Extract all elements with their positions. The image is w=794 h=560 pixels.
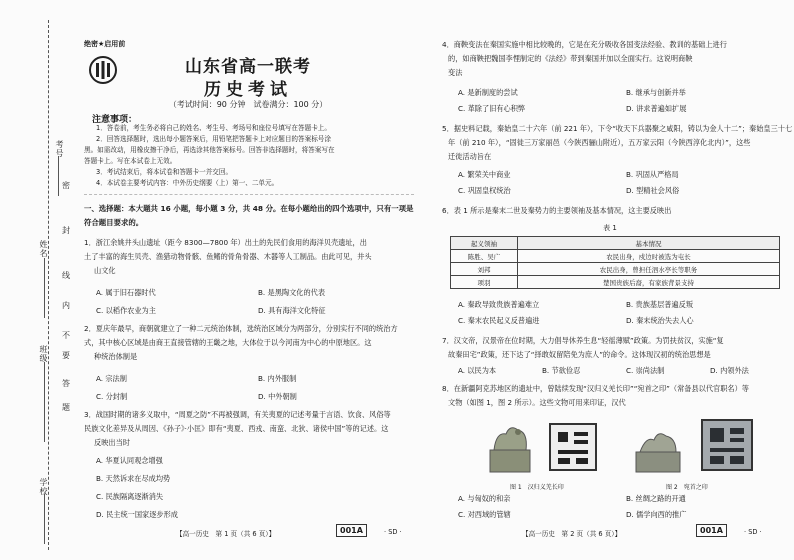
question-2-line: 式，其中核心区域是由商王直接管辖的王畿之地，大体位于以今河南为中心的中原地区。这 — [84, 338, 372, 347]
seal-char: 不 — [62, 331, 70, 340]
question-3-line: 反映出当时 — [94, 438, 130, 447]
footer-sd: · SD · — [384, 528, 402, 536]
question-3-line: 民族文化差异及从周因、《孙子》·小匡》即有“夷夏、西戎、南蛮、北狄、诸侯中国”等的记述。这 — [84, 424, 389, 433]
table-caption: 表 1 — [603, 224, 617, 232]
exam-subtitle: 历史考试 — [204, 80, 292, 100]
notice-item: 4．本试卷主要考试内容：中外历史纲要（上）第一、二单元。 — [96, 179, 279, 187]
figure-1-caption: 图 1 汉归义羌长印 — [510, 484, 564, 491]
question-8-line: 文物（如图 1，图 2 所示）。这些文物可用来印证，汉代 — [448, 398, 626, 407]
binding-label-name: 姓名 — [39, 240, 48, 258]
option[interactable]: D. 内领外法 — [710, 366, 749, 375]
table-header: 起义领袖 — [451, 237, 518, 250]
table-cell: 楚国贵族后裔，有家族背景支持 — [518, 276, 780, 289]
notice-item: 黑。如需改动，用橡皮擦干净后，再选涂其他答案标号。回答非选择题时，将答案写在 — [84, 146, 335, 154]
fill-line — [44, 494, 45, 544]
binding-label-exam-number: 考号 — [55, 140, 64, 158]
option[interactable]: B. 巩固从严格局 — [626, 170, 679, 179]
option[interactable]: A. 秦政导致贵族普遍难立 — [458, 300, 540, 309]
section-heading: 一、选择题：本大题共 16 小题，每小题 3 分，共 48 分。在每小题给出的四个选项中，只有一项是 — [84, 204, 414, 213]
figure-2-seal-image — [630, 410, 760, 480]
seal-dashed-line — [48, 20, 49, 550]
page-footer: 【高一历史 第 2 页（共 6 页）】 — [522, 530, 622, 538]
option[interactable]: B. 天然诉求在尽成均势 — [96, 474, 171, 483]
table-cell: 刘邦 — [451, 263, 518, 276]
option[interactable]: C. 分封制 — [96, 392, 128, 401]
option[interactable]: A. 宗法制 — [96, 374, 127, 383]
option[interactable]: C. 崇尚法制 — [626, 366, 665, 375]
exam-meta: （考试时间：90 分钟 试卷满分：100 分） — [168, 100, 328, 109]
option[interactable]: A. 繁荣关中商业 — [458, 170, 511, 179]
seal-char: 要 — [62, 351, 70, 360]
notice-item: 答题卡上。写在本试卷上无效。 — [84, 157, 177, 165]
question-5-line: 5．据史料记载，秦始皇二十六年（前 221 年），下令“收天下兵器聚之咸阳，铸以为金人十二”；秦始皇三十七 — [442, 124, 793, 133]
table-header-row — [451, 237, 780, 250]
question-1-line: 1．浙江余姚井头山遗址（距今 8300—7800 年）出土的先民们食用的海洋贝壳遗址，出 — [84, 238, 367, 247]
question-5-line: 年（前 210 年），“固徙三万家丽邑（今陕西骊山附近），五万家云阳（今陕西淳化北内）”，这些 — [448, 138, 751, 147]
question-1-line: 山文化 — [94, 266, 116, 275]
question-1-line: 土了丰富的海生贝壳、渔猎动物骨骸、鱼鳍的骨角骨器、木器等人工制品。由此可见，井头 — [84, 252, 372, 261]
paper-code: 001A — [336, 524, 367, 537]
option[interactable]: C. 革除了旧有心积弊 — [458, 104, 526, 113]
data-table — [450, 236, 780, 289]
fill-line — [58, 156, 59, 196]
binding-label-class: 班级 — [39, 345, 48, 363]
option[interactable]: D. 民主统一国家逐步形成 — [96, 510, 178, 519]
option[interactable]: C. 以稻作农业为主 — [96, 306, 156, 315]
table-header: 基本情况 — [518, 237, 780, 250]
table-cell: 陈胜、吴广 — [451, 250, 518, 263]
option[interactable]: C. 秦末农民起义反普遍进 — [458, 316, 540, 325]
option[interactable]: B. 节欲俭忍 — [542, 366, 581, 375]
option[interactable]: C. 民族隔离逐渐消失 — [96, 492, 164, 501]
notice-item: 3．考试结束后，将本试卷和答题卡一并交回。 — [96, 168, 233, 176]
right-column — [430, 0, 793, 560]
notice-item: 1．答卷前，考生务必将自己的姓名、考生号、考场号和座位号填写在答题卡上。 — [96, 124, 331, 132]
notice-item: 2．回答选择题时，选出每小题答案后，用铅笔把答题卡上对应题目的答案标号涂 — [96, 135, 331, 143]
option[interactable]: B. 贵族基层普遍反叛 — [626, 300, 694, 309]
option[interactable]: B. 丝绸之路的开通 — [626, 494, 686, 503]
option[interactable]: D. 讲求普遍如扩展 — [626, 104, 687, 113]
option[interactable]: D. 具有海洋文化特征 — [258, 306, 326, 315]
figure-1-seal-image — [484, 410, 604, 480]
question-8-line: 8．在新疆阿克苏地区的遗址中，曾陆续发现“汉归义羌长印”“宛首之印”（常备县以代官职名）等 — [442, 384, 749, 393]
option[interactable]: A. 与匈奴的和亲 — [458, 494, 511, 503]
question-3-line: 3．战国时期的诸多义取中，“周夏之防”不再被强调，有关夷夏的记述考量于言语、饮食、风俗等 — [84, 410, 391, 419]
exam-title: 山东省高一联考 — [185, 57, 311, 77]
option[interactable]: B. 继承与创新并举 — [626, 88, 686, 97]
seal-char: 内 — [62, 301, 70, 310]
question-7-line: 7．汉文帝，汉景帝在位时期，大力倡导休养生息“轻徭薄赋”政策。为罚扶贫汉，实施“复 — [442, 336, 724, 345]
question-7-line: 故秦田宅”政策，还下达了“择敢奴留陪免为庶人”的命令。这体现汉初的统治思想是 — [448, 350, 711, 359]
table-cell: 农民出身，曾担任泗水亭长等职务 — [518, 263, 780, 276]
table-row — [451, 276, 780, 289]
table-row — [451, 263, 780, 276]
divider — [84, 194, 414, 195]
fill-line — [44, 258, 45, 318]
question-4-line: 变法 — [448, 68, 463, 77]
option[interactable]: A. 华夏认同观念增强 — [96, 456, 163, 465]
footer-sd: · SD · — [744, 528, 762, 536]
option[interactable]: C. 巩固皇权统治 — [458, 186, 511, 195]
secret-mark: 绝密★启用前 — [84, 40, 126, 48]
seal-char: 密 — [62, 181, 70, 190]
figure-2-caption: 图 2 宛首之印 — [666, 484, 708, 491]
binding-label-school: 学校 — [39, 478, 48, 496]
fill-line — [44, 362, 45, 442]
seal-char: 封 — [62, 226, 70, 235]
page-footer: 【高一历史 第 1 页（共 6 页）】 — [176, 530, 276, 538]
paper-code: 001A — [696, 524, 727, 537]
question-2-line: 2．夏庆年最早，商朝就建立了一种二元统治体制，选统治区域分为两部分，分别实行不同的统治方 — [84, 324, 398, 333]
question-6-line: 6．表 1 所示是秦末二世及秦势力的主要领袖及基本情况，这主要反映出 — [442, 206, 672, 215]
question-2-line: 种统治体制是 — [94, 352, 138, 361]
question-5-line: 迁徙活动旨在 — [448, 152, 492, 161]
seal-char: 线 — [62, 271, 70, 280]
option[interactable]: D. 中外朝制 — [258, 392, 297, 401]
option[interactable]: A. 属于旧石器时代 — [96, 288, 156, 297]
table-row — [451, 250, 780, 263]
left-column — [78, 0, 418, 560]
option[interactable]: D. 型精社会风俗 — [626, 186, 680, 195]
section-heading: 符合题目要求的。 — [84, 218, 144, 227]
notice-title: 注意事项： — [92, 115, 138, 125]
table-cell: 农民出身，戍边时被选为屯长 — [518, 250, 780, 263]
option[interactable]: D. 秦末统治失去人心 — [626, 316, 694, 325]
option[interactable]: C. 对西域的管辖 — [458, 510, 511, 519]
option[interactable]: A. 以民为本 — [458, 366, 497, 375]
option[interactable]: B. 是黑陶文化的代表 — [258, 288, 326, 297]
table-cell: 项羽 — [451, 276, 518, 289]
seal-char: 答 — [62, 379, 70, 388]
seal-char: 题 — [62, 403, 70, 412]
binding-margin — [0, 0, 76, 560]
question-4-line: 的，如商鞅把魏国李悝制定的《法经》带到秦国并加以全面实行。这说明商鞅 — [448, 54, 693, 63]
question-4-line: 4．商鞅变法在秦国实施中相比较晚的，它是在充分吸收各国变法经验、教训的基础上进行 — [442, 40, 727, 49]
option[interactable]: A. 是新制度的尝试 — [458, 88, 518, 97]
option[interactable]: D. 儒学向西的推广 — [626, 510, 687, 519]
option[interactable]: B. 内外服制 — [258, 374, 297, 383]
